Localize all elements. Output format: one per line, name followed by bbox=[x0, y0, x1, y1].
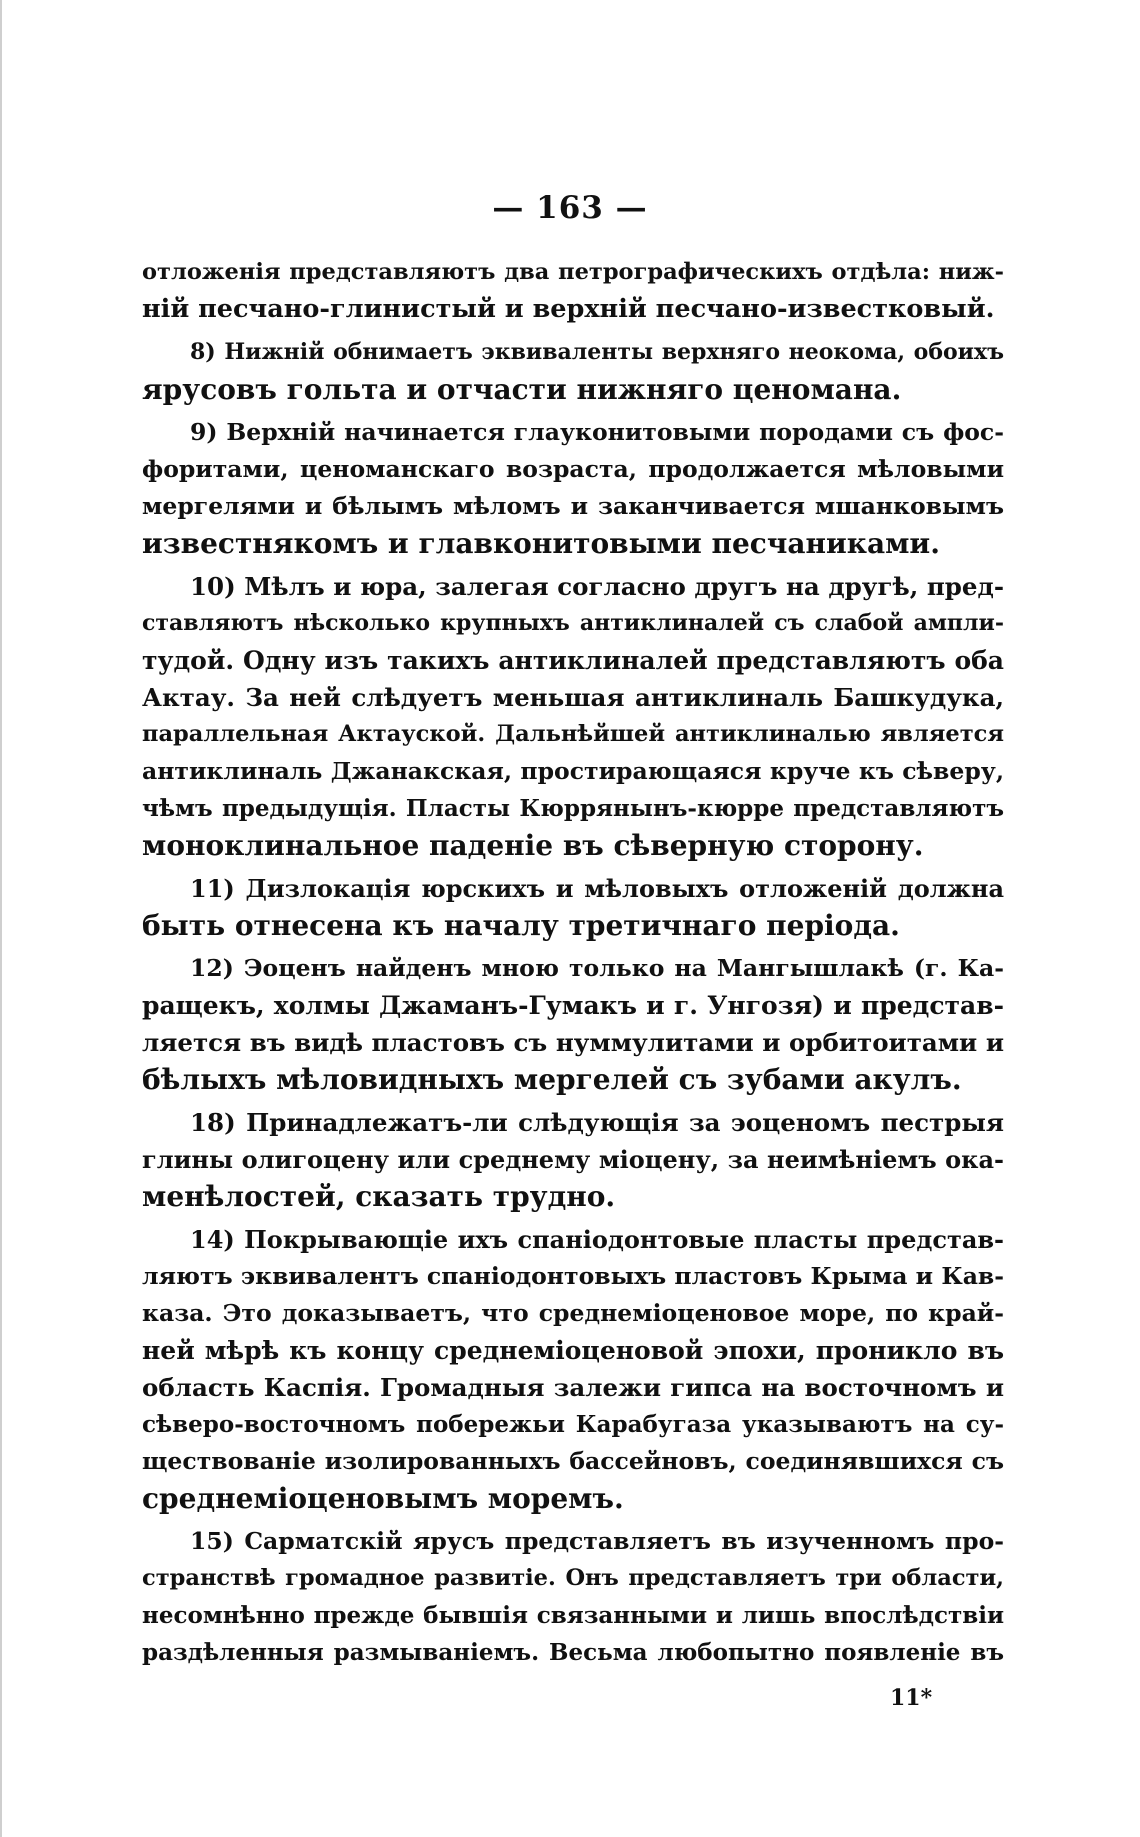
signature-mark: 11* bbox=[890, 1685, 933, 1711]
text-line: Актау. За ней слѣдуетъ меньшая антиклиналь Башкудука, bbox=[142, 683, 1004, 712]
text-line: 12) Эоценъ найденъ мною только на Мангышлакѣ (г. Ка- bbox=[190, 954, 1004, 982]
paragraph-item-9 bbox=[142, 414, 1004, 562]
text-line: ществованіе изолированныхъ бассейновъ, соединявшихся съ bbox=[142, 1447, 1004, 1475]
text-line: среднеміоценовымъ моремъ. bbox=[142, 1482, 624, 1515]
text-line: менѣлостей, сказать трудно. bbox=[142, 1180, 616, 1213]
paragraph-item-13 bbox=[142, 1104, 1004, 1215]
text-line: раздѣленныя размываніемъ. Весьма любопытно появленіе въ bbox=[142, 1639, 1004, 1666]
text-line: моноклинальное паденіе въ сѣверную сторону. bbox=[142, 829, 924, 862]
text-line: параллельная Актауской. Дальнѣйшей антиклиналью является bbox=[142, 721, 1004, 747]
text-line: ляется въ видѣ пластовъ съ нуммулитами и орбитоитами и bbox=[142, 1028, 1004, 1057]
paragraph-item-11 bbox=[142, 870, 1004, 944]
text-line: антиклиналь Джанакская, простирающаяся круче къ сѣверу, bbox=[142, 757, 1004, 785]
body-text bbox=[142, 254, 1004, 1677]
paragraph-item-10 bbox=[142, 568, 1004, 864]
text-line: 15) Сарматскій ярусъ представляетъ въ изученномъ про- bbox=[190, 1527, 1004, 1555]
text-line: 11) Дизлокація юрскихъ и мѣловыхъ отложеній должна bbox=[190, 874, 1004, 903]
page-edge bbox=[0, 0, 10, 1837]
text-line: ращекъ, холмы Джаманъ-Гумакъ и г. Унгозя) и представ- bbox=[142, 991, 1004, 1020]
text-line: область Каспія. Громадныя залежи гипса на восточномъ и bbox=[142, 1373, 1004, 1402]
paragraph-item-14 bbox=[142, 1221, 1004, 1517]
paragraph-item-15 bbox=[142, 1523, 1004, 1671]
text-line: чѣмъ предыдущія. Пласты Кюррянынъ-кюрре представляютъ bbox=[142, 795, 1004, 822]
text-line: бѣлыхъ мѣловидныхъ мергелей съ зубами акулъ. bbox=[142, 1063, 962, 1096]
text-line: странствѣ громадное развитіе. Онъ представляетъ три области, bbox=[142, 1565, 1004, 1591]
text-line: несомнѣнно прежде бывшія связанными и лишь впослѣдствіи bbox=[142, 1602, 1004, 1629]
paragraph bbox=[142, 254, 1004, 328]
text-line: ній песчано-глинистый и верхній песчано-известковый. bbox=[142, 294, 995, 324]
text-line: ней мѣрѣ къ концу среднеміоценовой эпохи, проникло въ bbox=[142, 1336, 1004, 1365]
text-line: известнякомъ и главконитовыми песчаниками. bbox=[142, 527, 940, 560]
text-line: 8) Нижній обнимаетъ эквиваленты верхняго неокома, обоихъ bbox=[190, 339, 1004, 365]
text-line: ярусовъ гольта и отчасти нижняго ценомана. bbox=[142, 373, 902, 406]
text-line: тудой. Одну изъ такихъ антиклиналей представляютъ оба bbox=[142, 646, 1004, 675]
paragraph-item-12 bbox=[142, 950, 1004, 1098]
text-line: сѣверо-восточномъ побережьи Карабугаза указываютъ на су- bbox=[142, 1411, 1004, 1438]
text-line: 10) Мѣлъ и юра, залегая согласно другъ на другѣ, пред- bbox=[190, 572, 1004, 601]
text-line: 9) Верхній начинается глауконитовыми породами съ фос- bbox=[190, 418, 1004, 446]
text-line: ляютъ эквивалентъ спаніодонтовыхъ пластовъ Крыма и Кав- bbox=[142, 1262, 1004, 1290]
text-line: глины олигоцену или среднему міоцену, за неимѣніемъ ока- bbox=[142, 1145, 1004, 1174]
text-line: каза. Это доказываетъ, что среднеміоценовое море, по край- bbox=[142, 1299, 1004, 1327]
page-number: — 163 — bbox=[492, 190, 648, 226]
text-line: быть отнесена къ началу третичнаго періода. bbox=[142, 909, 900, 942]
text-line: форитами, ценоманскаго возраста, продолжается мѣловыми bbox=[142, 455, 1004, 483]
text-line: 14) Покрывающіе ихъ спаніодонтовые пласты представ- bbox=[190, 1225, 1004, 1254]
text-line: мергелями и бѣлымъ мѣломъ и заканчивается мшанковымъ bbox=[142, 492, 1004, 520]
text-line: отложенія представляютъ два петрографическихъ отдѣла: ниж- bbox=[142, 259, 1004, 285]
text-line: 18) Принадлежатъ-ли слѣдующія за эоценомъ пестрыя bbox=[190, 1108, 1004, 1137]
paragraph-item-8 bbox=[142, 334, 1004, 408]
text-line: ставляютъ нѣсколько крупныхъ антиклиналей съ слабой ампли- bbox=[142, 610, 1004, 636]
